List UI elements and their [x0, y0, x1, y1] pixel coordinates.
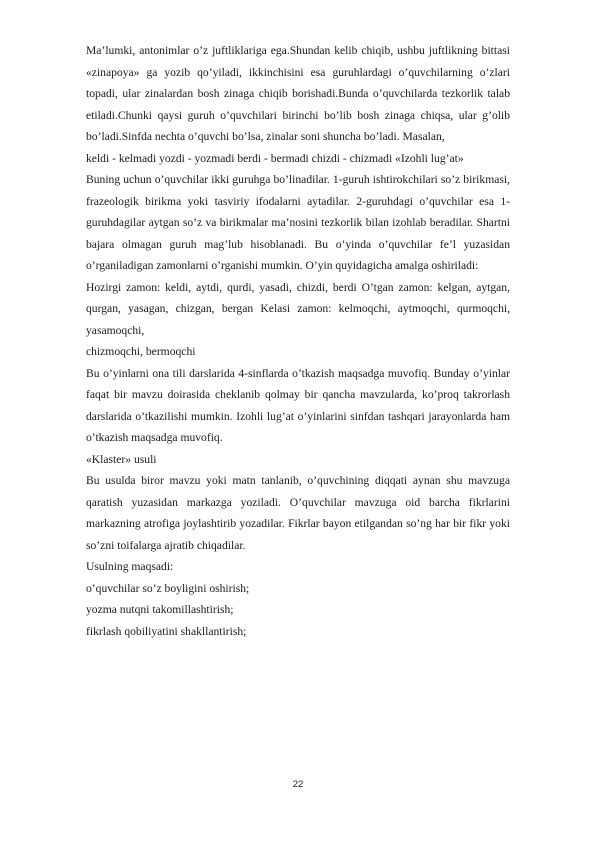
goal-item: yozma nutqni takomillashtirish; — [86, 603, 234, 616]
paragraph-game-rules: Buning uchun o’quvchilar ikki guruhga bo’linadilar. 1-guruh ishtirokchilari so’z birikmasi, frazeologik birikma yoki tasviriy ifodalarni aytadilar. 2-guruhdagi o’quvchilar esa 1- guruhdagilar aytgan so’z va birikmalar ma’nosini tezkorlik bilan izohlab beradilar. Shartni bajara olmagan guruh mag’lub hisoblanadi. Bu o’yinda o’quvchilar fe’l yuzasidan o’rganiladigan zamonlarni o’rganishi mumkin. O’yin quyidagicha amalga oshiriladi: — [86, 173, 510, 272]
section-heading-klaster: «Klaster» usuli — [86, 452, 157, 466]
paragraph-tenses: Hozirgi zamon: keldi, aytdi, qurdi, yasadi, chizdi, berdi O’tgan zamon: kelgan, aytgan, qurgan, yasagan, chizgan, bergan Kelasi zamon: kelmoqchi, aytmoqchi, qurmoqchi, yasamoqchi, — [86, 280, 510, 337]
goal-item: o’quvchilar so’z boyligini oshirish; — [86, 581, 250, 595]
paragraph-antonyms-intro: Ma’lumki, antonimlar o’z juftliklariga ega.Shundan kelib chiqib, ushbu juftlikning bittasi «zinapoya» ga yozib qo’yiladi, ikkinchisini esa guruhlardagi o’quvchilarning o’zlari topadi, ular zinalardan bosh zinaga chiqib borishadi.Bunda o’quvchilarda tezkorlik talab etiladi.Chunki qaysi guruh o’quvchilari birinchi bo’lib bosh zinaga chiqsa, ular g’olib bo’ladi.Sinfda nechta o’quvchi bo’lsa, zinalar soni shuncha bo’ladi. Masalan, — [86, 44, 510, 143]
page-number: 22 — [292, 779, 304, 790]
paragraph-games-usage: Bu o’yinlarni ona tili darslarida 4-sinflarda o’tkazish maqsadga muvofiq. Bunday o’yinlar faqat bir mavzu doirasida cheklanib qolmay bir qancha mavzularda, ko’proq takrorlash darslarida o’tkazilishi mumkin. Izohli lug’at o’yinlarini sinfdan tashqari jarayonlarda ham o’tkazish maqsadga muvofiq. — [86, 366, 510, 444]
word-pairs-line: keldi - kelmadi yozdi - yozmadi berdi - bermadi chizdi - chizmadi «Izohli lug’at» — [86, 151, 464, 165]
document-body — [86, 40, 510, 642]
method-goal-heading: Usulning maqsadi: — [86, 560, 174, 573]
goal-item: fikrlash qobiliyatini shakllantirish; — [86, 624, 247, 638]
paragraph-klaster-method: Bu usulda biror mavzu yoki matn tanlanib, o’quvchining diqqati aynan shu mavzuga qaratish yuzasidan markazga yoziladi. O’quvchilar mavzuga oid barcha fikrlarini markazning atrofiga joylashtirib yozadilar. Fikrlar bayon etilgandan so’ng har bir fikr yoki so’zni toifalarga ajratib chiqadilar. — [86, 474, 510, 552]
tenses-continuation: chizmoqchi, bermoqchi — [86, 345, 196, 358]
